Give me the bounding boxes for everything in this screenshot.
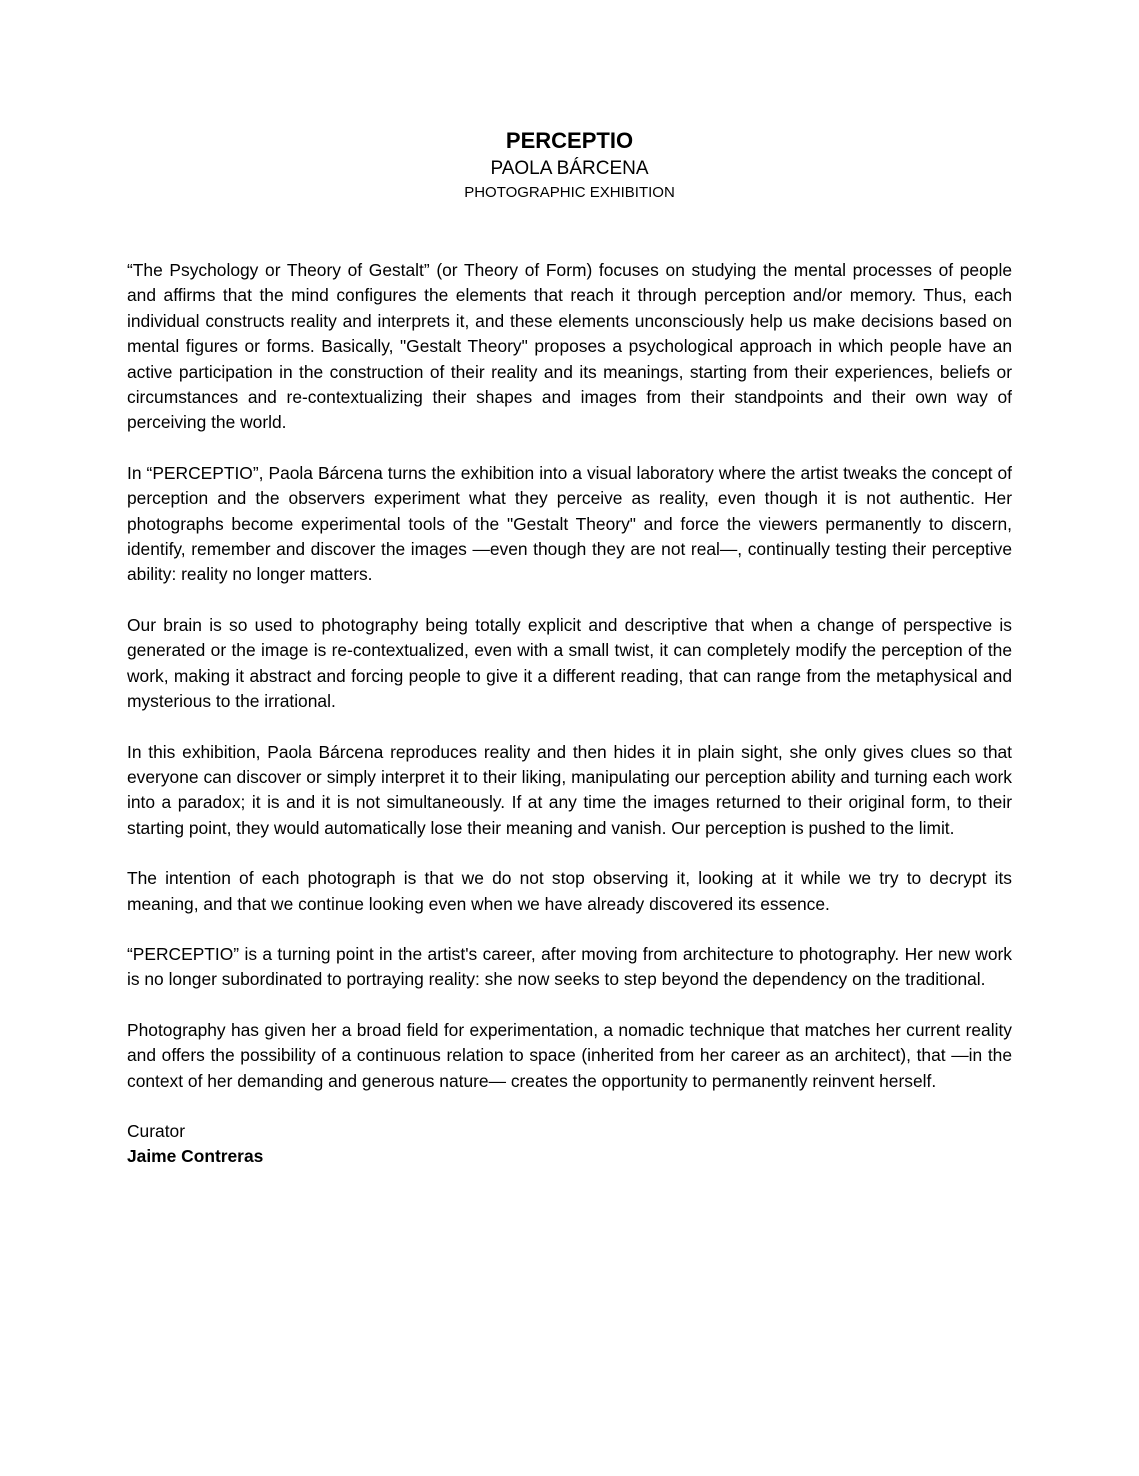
body-paragraph: The intention of each photograph is that we do not stop observing it, looking at it while we try to decrypt its meaning, and that we continue looking even when we have already discovered its essence.	[127, 868, 1012, 914]
exhibition-subtitle: PHOTOGRAPHIC EXHIBITION	[464, 184, 675, 201]
document-page	[127, 126, 1012, 1170]
signature-block	[127, 1119, 1012, 1170]
document-title: PERCEPTIO	[505, 128, 634, 153]
body-paragraph: Our brain is so used to photography being totally explicit and descriptive that when a change of perspective is generated or the image is re-contextualized, even with a small twist, it can completely modify the perception of the work, making it abstract and forcing people to give it a different reading, that can range from the metaphysical and mysterious to the irrational.	[127, 614, 1012, 712]
artist-name: PAOLA BÁRCENA	[490, 158, 649, 179]
document-header	[127, 126, 1012, 204]
body-paragraph: Photography has given her a broad field for experimentation, a nomadic technique that matches her current reality and offers the possibility of a continuous relation to space (inherited from her career as an architect), that —in the context of her demanding and generous nature— creates the opportunity to permanently reinvent herself.	[127, 1019, 1012, 1091]
body-paragraph: In “PERCEPTIO”, Paola Bárcena turns the exhibition into a visual laboratory where the artist tweaks the concept of perception and the observers experiment what they perceive as reality, even though it is not authentic. Her photographs become experimental tools of the "Gestalt Theory" and force the viewers permanently to discern, identify, remember and discover the images —even though they are not real—, continually testing their perceptive ability: reality no longer matters.	[127, 462, 1012, 585]
body-paragraph: In this exhibition, Paola Bárcena reproduces reality and then hides it in plain sight, she only gives clues so that everyone can discover or simply interpret it to their liking, manipulating our perception ability and turning each work into a paradox; it is and it is not simultaneously. If at any time the images returned to their original form, to their starting point, they would automatically lose their meaning and vanish. Our perception is pushed to the limit.	[127, 741, 1012, 838]
curator-role: Curator	[127, 1120, 185, 1141]
body-paragraph: “PERCEPTIO” is a turning point in the artist's career, after moving from architecture to photography. Her new work is no longer subordinated to portraying reality: she now seeks to step beyond the dependency on the traditional.	[127, 943, 1012, 990]
document-body	[127, 258, 1012, 1094]
body-paragraph: “The Psychology or Theory of Gestalt” (or Theory of Form) focuses on studying the mental processes of people and affirms that the mind configures the elements that reach it through perception and/or memory. Thus, each individual constructs reality and interprets it, and these elements unconsciously help us make decisions based on mental figures or forms. Basically, "Gestalt Theory" proposes a psychological approach in which people have an active participation in the construction of their reality and its meanings, starting from their experiences, beliefs or circumstances and re-contextualizing their shapes and images from their standpoints and their own way of perceiving the world.	[127, 260, 1012, 433]
curator-name: Jaime Contreras	[127, 1146, 264, 1167]
